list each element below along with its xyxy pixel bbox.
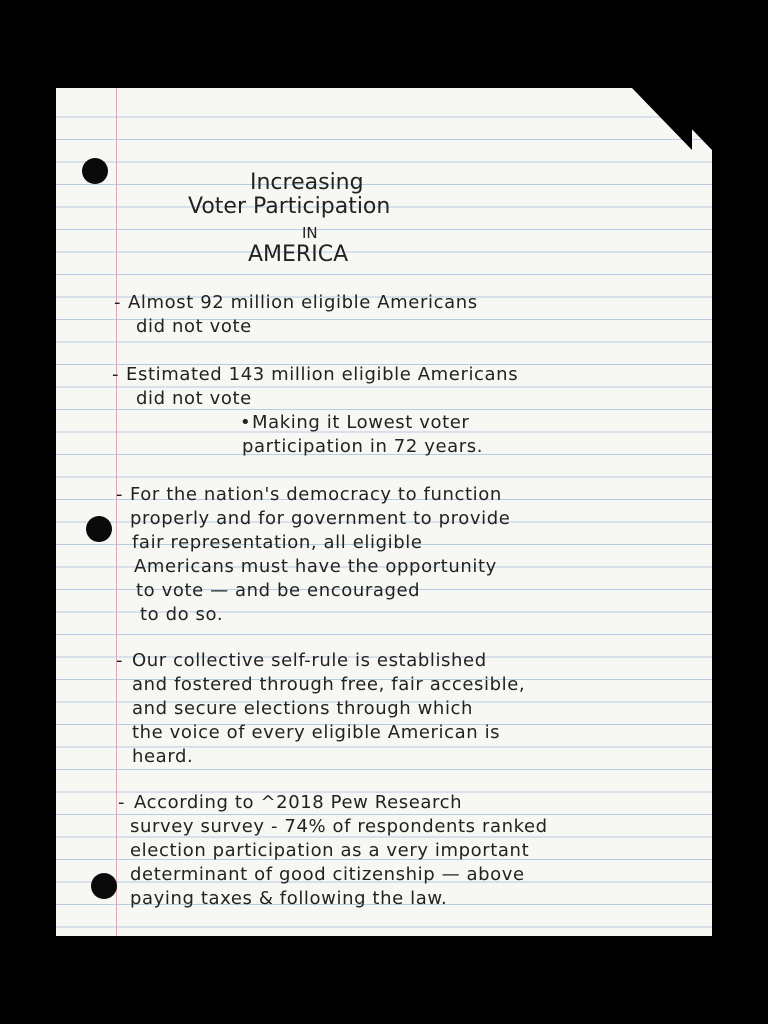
bullet-2-sub-line-1: Making it Lowest voter — [252, 412, 470, 433]
bullet-4-marker: - — [116, 650, 123, 671]
margin-line — [116, 88, 117, 936]
bullet-3-line-4: Americans must have the opportunity — [134, 556, 497, 577]
bullet-2-line-2: did not vote — [136, 388, 252, 409]
bullet-5-line-1: According to ^2018 Pew Research — [134, 792, 463, 813]
bullet-5-line-2: survey survey - 74% of respondents ranked — [130, 816, 548, 837]
bullet-2-sub-line-2: participation in 72 years. — [242, 436, 484, 457]
bullet-3-line-5: to vote — and be encouraged — [136, 580, 421, 601]
title-line-4: AMERICA — [248, 242, 349, 267]
bullet-5-marker: - — [118, 792, 125, 813]
bullet-3-marker: - — [116, 484, 123, 505]
bullet-2-sub-marker: • — [240, 412, 251, 433]
bullet-4-line-2: and fostered through free, fair accesible, — [132, 674, 526, 695]
bullet-5-line-5: paying taxes & following the law. — [130, 888, 448, 909]
bullet-4-line-4: the voice of every eligible American is — [132, 722, 501, 743]
bullet-5-line-3: election participation as a very important — [130, 840, 530, 861]
title-line-2: Voter Participation — [188, 194, 391, 219]
bullet-1-line-1: Almost 92 million eligible Americans — [128, 292, 478, 313]
bullet-3-line-2: properly and for government to provide — [130, 508, 511, 529]
title-line-3: IN — [302, 224, 318, 242]
bullet-5-line-4: determinant of good citizenship — above — [130, 864, 525, 885]
bullet-2-marker: - — [112, 364, 119, 385]
punch-hole-top — [82, 158, 108, 184]
title-line-1: Increasing — [250, 170, 364, 195]
bullet-1-line-2: did not vote — [136, 316, 252, 337]
bullet-1-marker: - — [114, 292, 121, 313]
bullet-3-line-6: to do so. — [140, 604, 224, 625]
punch-hole-middle — [86, 516, 112, 542]
bullet-3-line-3: fair representation, all eligible — [132, 532, 423, 553]
bullet-2-line-1: Estimated 143 million eligible Americans — [126, 364, 519, 385]
bullet-4-line-5: heard. — [132, 746, 194, 767]
bullet-3-line-1: For the nation's democracy to function — [130, 484, 502, 505]
punch-hole-bottom — [91, 873, 117, 899]
bullet-4-line-3: and secure elections through which — [132, 698, 474, 719]
bullet-4-line-1: Our collective self-rule is established — [132, 650, 487, 671]
